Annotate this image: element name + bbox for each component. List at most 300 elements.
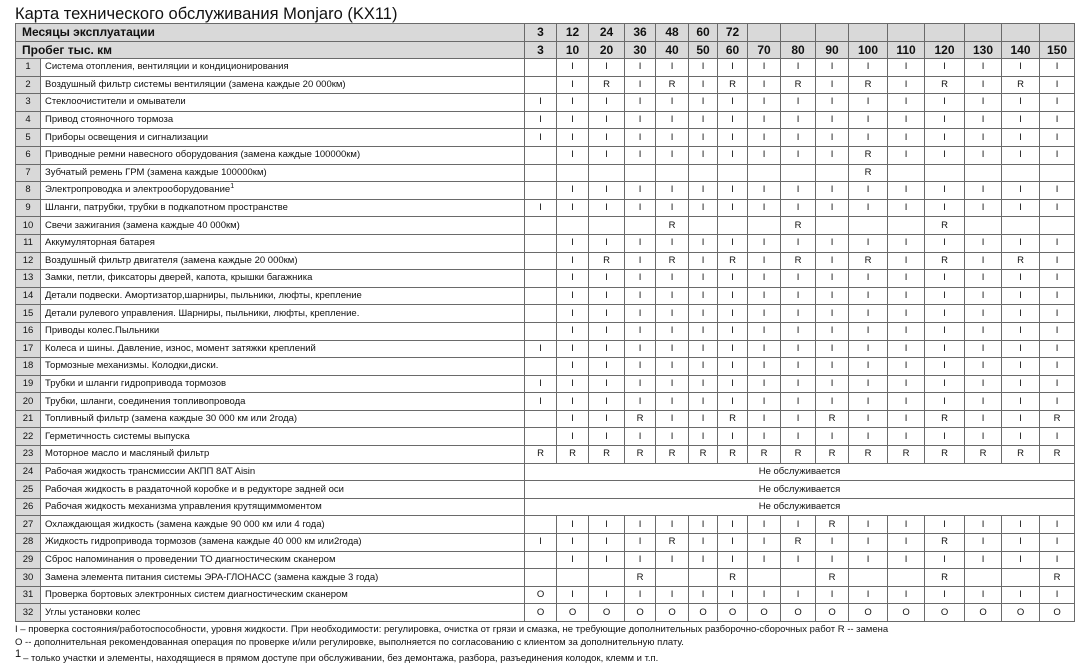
- operation-cell: I: [816, 340, 849, 358]
- operation-cell: [625, 217, 656, 235]
- operation-cell: I: [781, 199, 816, 217]
- legend-line-1: I – проверка состояния/работоспособности, уровня жидкости. При необходимости: регулировка, очистка от грязи и смазка, не требующие дополнительных разборочно-сборочных работ R -- замена: [15, 624, 889, 635]
- operation-cell: [525, 252, 557, 270]
- operation-cell: I: [589, 516, 625, 534]
- operation-cell: I: [1040, 234, 1075, 252]
- operation-cell: I: [689, 111, 718, 129]
- operation-cell: I: [849, 375, 888, 393]
- operation-cell: I: [1040, 322, 1075, 340]
- operation-cell: I: [1040, 252, 1075, 270]
- operation-cell: [525, 569, 557, 587]
- operation-cell: I: [888, 146, 925, 164]
- operation-cell: I: [965, 270, 1002, 288]
- mileage-header-cell: 10: [557, 41, 589, 59]
- operation-cell: I: [888, 94, 925, 112]
- operation-cell: I: [656, 305, 689, 323]
- operation-cell: I: [557, 129, 589, 147]
- operation-cell: [718, 164, 748, 182]
- month-header-cell: [1040, 24, 1075, 42]
- operation-cell: R: [849, 446, 888, 464]
- operation-cell: I: [557, 410, 589, 428]
- row-number: 5: [16, 129, 41, 147]
- operation-cell: I: [925, 287, 965, 305]
- footnote-text: – только участки и элементы, находящиеся в прямом доступе при обслуживании, без демонтажа, разбора, разъединения колодок, клемм и т.п.: [23, 653, 659, 664]
- row-description: [41, 340, 525, 358]
- operation-cell: [849, 569, 888, 587]
- operation-cell: I: [525, 375, 557, 393]
- operation-cell: I: [888, 59, 925, 77]
- row-description-text: Колеса и шины. Давление, износ, момент затяжки креплений: [45, 342, 316, 354]
- row-description: [41, 586, 525, 604]
- row-number: 9: [16, 199, 41, 217]
- table-row: [16, 534, 1075, 552]
- row-description: [41, 199, 525, 217]
- operation-cell: I: [656, 586, 689, 604]
- operation-cell: I: [718, 428, 748, 446]
- mileage-header-cell: 30: [625, 41, 656, 59]
- operation-cell: I: [589, 182, 625, 200]
- operation-cell: I: [557, 534, 589, 552]
- operation-cell: I: [625, 393, 656, 411]
- row-description: [41, 129, 525, 147]
- operation-cell: O: [849, 604, 888, 622]
- operation-cell: I: [888, 287, 925, 305]
- row-description: [41, 164, 525, 182]
- operation-cell: I: [1002, 534, 1040, 552]
- operation-cell: I: [965, 586, 1002, 604]
- operation-cell: [589, 217, 625, 235]
- operation-cell: I: [656, 358, 689, 376]
- operation-cell: [1040, 217, 1075, 235]
- operation-cell: R: [689, 446, 718, 464]
- operation-cell: [589, 569, 625, 587]
- operation-cell: I: [625, 234, 656, 252]
- month-header-cell: 60: [689, 24, 718, 42]
- footnote-marker: 1: [15, 647, 22, 660]
- operation-cell: I: [525, 340, 557, 358]
- operation-cell: I: [689, 146, 718, 164]
- operation-cell: I: [816, 270, 849, 288]
- mileage-header-cell: 3: [525, 41, 557, 59]
- operation-cell: I: [816, 76, 849, 94]
- table-row: [16, 498, 1075, 516]
- operation-cell: I: [718, 516, 748, 534]
- operation-cell: I: [1040, 586, 1075, 604]
- operation-cell: I: [888, 182, 925, 200]
- operation-cell: I: [816, 129, 849, 147]
- not-serviced-cell: Не обслуживается: [525, 481, 1075, 499]
- operation-cell: I: [925, 586, 965, 604]
- row-description-text: Зубчатый ремень ГРМ (замена каждые 100000км): [45, 166, 267, 178]
- operation-cell: I: [1040, 199, 1075, 217]
- operation-cell: I: [689, 305, 718, 323]
- operation-cell: I: [718, 287, 748, 305]
- operation-cell: I: [625, 94, 656, 112]
- row-description-text: Герметичность системы выпуска: [45, 430, 190, 442]
- month-header-cell: [965, 24, 1002, 42]
- operation-cell: R: [656, 76, 689, 94]
- operation-cell: I: [1002, 287, 1040, 305]
- operation-cell: I: [557, 199, 589, 217]
- operation-cell: I: [689, 393, 718, 411]
- table-row: [16, 217, 1075, 235]
- operation-cell: I: [849, 270, 888, 288]
- operation-cell: [525, 305, 557, 323]
- operation-cell: I: [689, 428, 718, 446]
- row-description: [41, 287, 525, 305]
- operation-cell: I: [656, 129, 689, 147]
- row-description: [41, 410, 525, 428]
- operation-cell: I: [656, 199, 689, 217]
- mileage-header-cell: 60: [718, 41, 748, 59]
- operation-cell: I: [748, 375, 781, 393]
- operation-cell: I: [888, 393, 925, 411]
- row-description-text: Рабочая жидкость механизма управления крутящиммоментом: [45, 501, 322, 513]
- operation-cell: O: [965, 604, 1002, 622]
- operation-cell: R: [1040, 569, 1075, 587]
- row-number: 4: [16, 111, 41, 129]
- operation-cell: O: [1002, 604, 1040, 622]
- row-description: [41, 305, 525, 323]
- operation-cell: I: [781, 322, 816, 340]
- operation-cell: I: [849, 234, 888, 252]
- operation-cell: [525, 164, 557, 182]
- table-row: [16, 446, 1075, 464]
- operation-cell: I: [781, 340, 816, 358]
- operation-cell: I: [748, 551, 781, 569]
- operation-cell: [925, 164, 965, 182]
- operation-cell: [888, 217, 925, 235]
- operation-cell: R: [718, 569, 748, 587]
- operation-cell: I: [589, 428, 625, 446]
- operation-cell: I: [718, 146, 748, 164]
- operation-cell: I: [625, 516, 656, 534]
- mileage-header-cell: 150: [1040, 41, 1075, 59]
- operation-cell: [557, 569, 589, 587]
- operation-cell: I: [748, 428, 781, 446]
- operation-cell: I: [888, 410, 925, 428]
- operation-cell: I: [849, 94, 888, 112]
- row-description: [41, 498, 525, 516]
- operation-cell: [589, 164, 625, 182]
- operation-cell: I: [965, 410, 1002, 428]
- operation-cell: I: [525, 129, 557, 147]
- operation-cell: I: [925, 393, 965, 411]
- operation-cell: O: [781, 604, 816, 622]
- operation-cell: I: [925, 94, 965, 112]
- operation-cell: I: [625, 252, 656, 270]
- row-description: [41, 76, 525, 94]
- operation-cell: I: [525, 199, 557, 217]
- operation-cell: O: [718, 604, 748, 622]
- operation-cell: I: [816, 234, 849, 252]
- operation-cell: O: [925, 604, 965, 622]
- row-description: [41, 322, 525, 340]
- operation-cell: I: [888, 375, 925, 393]
- operation-cell: R: [1002, 252, 1040, 270]
- operation-cell: I: [849, 551, 888, 569]
- operation-cell: I: [888, 305, 925, 323]
- operation-cell: I: [816, 534, 849, 552]
- operation-cell: I: [816, 375, 849, 393]
- operation-cell: O: [1040, 604, 1075, 622]
- row-description: [41, 358, 525, 376]
- row-description-text: Рабочая жидкость в раздаточной коробке и в редукторе задней оси: [45, 483, 344, 495]
- operation-cell: I: [816, 94, 849, 112]
- operation-cell: I: [656, 111, 689, 129]
- footnote-ref: 1: [230, 183, 235, 191]
- operation-cell: I: [589, 534, 625, 552]
- operation-cell: I: [816, 252, 849, 270]
- operation-cell: R: [849, 252, 888, 270]
- operation-cell: I: [849, 340, 888, 358]
- row-number: 13: [16, 270, 41, 288]
- operation-cell: O: [525, 586, 557, 604]
- operation-cell: I: [965, 516, 1002, 534]
- operation-cell: I: [1002, 551, 1040, 569]
- operation-cell: I: [748, 94, 781, 112]
- months-header-row: [16, 24, 1075, 42]
- operation-cell: I: [557, 111, 589, 129]
- operation-cell: I: [925, 428, 965, 446]
- operation-cell: I: [748, 146, 781, 164]
- row-number: 30: [16, 569, 41, 587]
- operation-cell: I: [689, 182, 718, 200]
- row-description-text: Приборы освещения и сигнализации: [45, 131, 209, 143]
- operation-cell: I: [1040, 375, 1075, 393]
- operation-cell: [965, 217, 1002, 235]
- operation-cell: I: [1040, 428, 1075, 446]
- operation-cell: I: [718, 199, 748, 217]
- row-number: 29: [16, 551, 41, 569]
- operation-cell: I: [1002, 270, 1040, 288]
- table-row: [16, 111, 1075, 129]
- not-serviced-cell: Не обслуживается: [525, 463, 1075, 481]
- operation-cell: R: [965, 446, 1002, 464]
- operation-cell: R: [656, 446, 689, 464]
- operation-cell: I: [589, 393, 625, 411]
- operation-cell: [816, 164, 849, 182]
- operation-cell: I: [557, 234, 589, 252]
- table-row: [16, 94, 1075, 112]
- operation-cell: I: [748, 252, 781, 270]
- table-row: [16, 358, 1075, 376]
- operation-cell: I: [1002, 111, 1040, 129]
- operation-cell: I: [718, 375, 748, 393]
- operation-cell: [748, 217, 781, 235]
- operation-cell: I: [965, 234, 1002, 252]
- operation-cell: O: [816, 604, 849, 622]
- operation-cell: I: [656, 516, 689, 534]
- operation-cell: I: [689, 287, 718, 305]
- table-row: [16, 428, 1075, 446]
- mileage-header-cell: 130: [965, 41, 1002, 59]
- operation-cell: R: [925, 410, 965, 428]
- operation-cell: I: [557, 516, 589, 534]
- month-header-cell: [849, 24, 888, 42]
- table-row: [16, 252, 1075, 270]
- operation-cell: I: [625, 322, 656, 340]
- operation-cell: I: [589, 410, 625, 428]
- operation-cell: I: [1002, 516, 1040, 534]
- row-description: [41, 234, 525, 252]
- table-row: [16, 586, 1075, 604]
- operation-cell: I: [718, 305, 748, 323]
- operation-cell: I: [748, 516, 781, 534]
- operation-cell: I: [816, 111, 849, 129]
- operation-cell: I: [718, 534, 748, 552]
- operation-cell: I: [888, 428, 925, 446]
- operation-cell: I: [525, 111, 557, 129]
- operation-cell: I: [781, 129, 816, 147]
- operation-cell: I: [557, 551, 589, 569]
- row-description: [41, 375, 525, 393]
- operation-cell: I: [849, 287, 888, 305]
- operation-cell: I: [625, 586, 656, 604]
- operation-cell: I: [1002, 340, 1040, 358]
- operation-cell: I: [925, 129, 965, 147]
- operation-cell: I: [1040, 358, 1075, 376]
- row-description-text: Охлаждающая жидкость (замена каждые 90 000 км или 4 года): [45, 518, 325, 530]
- operation-cell: [557, 217, 589, 235]
- month-header-cell: [781, 24, 816, 42]
- operation-cell: I: [816, 146, 849, 164]
- table-row: [16, 481, 1075, 499]
- operation-cell: I: [718, 393, 748, 411]
- operation-cell: R: [625, 410, 656, 428]
- operation-cell: R: [718, 410, 748, 428]
- operation-cell: R: [781, 252, 816, 270]
- operation-cell: [965, 569, 1002, 587]
- mileage-header-cell: 20: [589, 41, 625, 59]
- table-row: [16, 270, 1075, 288]
- operation-cell: I: [718, 586, 748, 604]
- operation-cell: I: [656, 59, 689, 77]
- row-description: [41, 569, 525, 587]
- operation-cell: I: [816, 393, 849, 411]
- row-description-text: Жидкость гидропривода тормозов (замена каждые 40 000 км или2года): [45, 536, 362, 548]
- operation-cell: I: [656, 322, 689, 340]
- operation-cell: R: [718, 252, 748, 270]
- operation-cell: I: [1040, 534, 1075, 552]
- row-number: 14: [16, 287, 41, 305]
- operation-cell: I: [557, 182, 589, 200]
- operation-cell: R: [589, 446, 625, 464]
- operation-cell: I: [748, 111, 781, 129]
- operation-cell: [525, 270, 557, 288]
- operation-cell: I: [718, 94, 748, 112]
- operation-cell: I: [849, 199, 888, 217]
- operation-cell: I: [718, 129, 748, 147]
- operation-cell: I: [689, 358, 718, 376]
- mileage-header-cell: 70: [748, 41, 781, 59]
- operation-cell: I: [557, 375, 589, 393]
- operation-cell: I: [965, 76, 1002, 94]
- operation-cell: R: [888, 446, 925, 464]
- operation-cell: [525, 410, 557, 428]
- operation-cell: I: [816, 305, 849, 323]
- operation-cell: I: [781, 428, 816, 446]
- operation-cell: I: [888, 76, 925, 94]
- operation-cell: I: [589, 586, 625, 604]
- operation-cell: I: [816, 586, 849, 604]
- row-number: 7: [16, 164, 41, 182]
- operation-cell: I: [888, 252, 925, 270]
- operation-cell: [525, 234, 557, 252]
- operation-cell: I: [748, 59, 781, 77]
- operation-cell: I: [1040, 305, 1075, 323]
- operation-cell: I: [781, 234, 816, 252]
- operation-cell: [525, 287, 557, 305]
- row-description-text: Стеклоочистители и омыватели: [45, 96, 186, 108]
- operation-cell: [1002, 217, 1040, 235]
- month-header-cell: 48: [656, 24, 689, 42]
- operation-cell: I: [781, 182, 816, 200]
- operation-cell: [1002, 164, 1040, 182]
- operation-cell: I: [589, 94, 625, 112]
- operation-cell: R: [1002, 446, 1040, 464]
- operation-cell: I: [718, 111, 748, 129]
- operation-cell: [525, 551, 557, 569]
- row-description: [41, 59, 525, 77]
- operation-cell: I: [781, 375, 816, 393]
- mileage-header-cell: 100: [849, 41, 888, 59]
- row-number: 11: [16, 234, 41, 252]
- operation-cell: I: [718, 340, 748, 358]
- operation-cell: I: [589, 340, 625, 358]
- operation-cell: I: [1002, 129, 1040, 147]
- row-description-text: Привод стояночного тормоза: [45, 114, 174, 126]
- operation-cell: [1002, 569, 1040, 587]
- operation-cell: [888, 569, 925, 587]
- row-number: 16: [16, 322, 41, 340]
- row-description-text: Электропроводка и электрооборудование: [45, 184, 231, 196]
- row-number: 12: [16, 252, 41, 270]
- operation-cell: I: [925, 182, 965, 200]
- operation-cell: I: [888, 358, 925, 376]
- operation-cell: I: [1040, 551, 1075, 569]
- operation-cell: I: [625, 129, 656, 147]
- operation-cell: I: [849, 516, 888, 534]
- operation-cell: I: [925, 270, 965, 288]
- operation-cell: I: [816, 199, 849, 217]
- mileage-header-cell: 80: [781, 41, 816, 59]
- operation-cell: I: [965, 393, 1002, 411]
- operation-cell: I: [718, 358, 748, 376]
- operation-cell: I: [849, 182, 888, 200]
- operation-cell: I: [1040, 76, 1075, 94]
- mileage-header-cell: 50: [689, 41, 718, 59]
- operation-cell: R: [925, 534, 965, 552]
- row-description-text: Система отопления, вентиляции и кондиционирования: [45, 61, 289, 73]
- operation-cell: I: [781, 59, 816, 77]
- row-description-text: Воздушный фильтр системы вентиляции (замена каждые 20 000км): [45, 78, 346, 90]
- operation-cell: I: [888, 270, 925, 288]
- row-description: [41, 146, 525, 164]
- operation-cell: I: [849, 534, 888, 552]
- operation-cell: I: [816, 322, 849, 340]
- month-header-cell: [1002, 24, 1040, 42]
- operation-cell: I: [781, 270, 816, 288]
- operation-cell: I: [557, 270, 589, 288]
- row-number: 3: [16, 94, 41, 112]
- operation-cell: I: [1002, 305, 1040, 323]
- row-description: [41, 551, 525, 569]
- row-description: [41, 270, 525, 288]
- operation-cell: I: [816, 287, 849, 305]
- operation-cell: I: [748, 393, 781, 411]
- operation-cell: I: [557, 252, 589, 270]
